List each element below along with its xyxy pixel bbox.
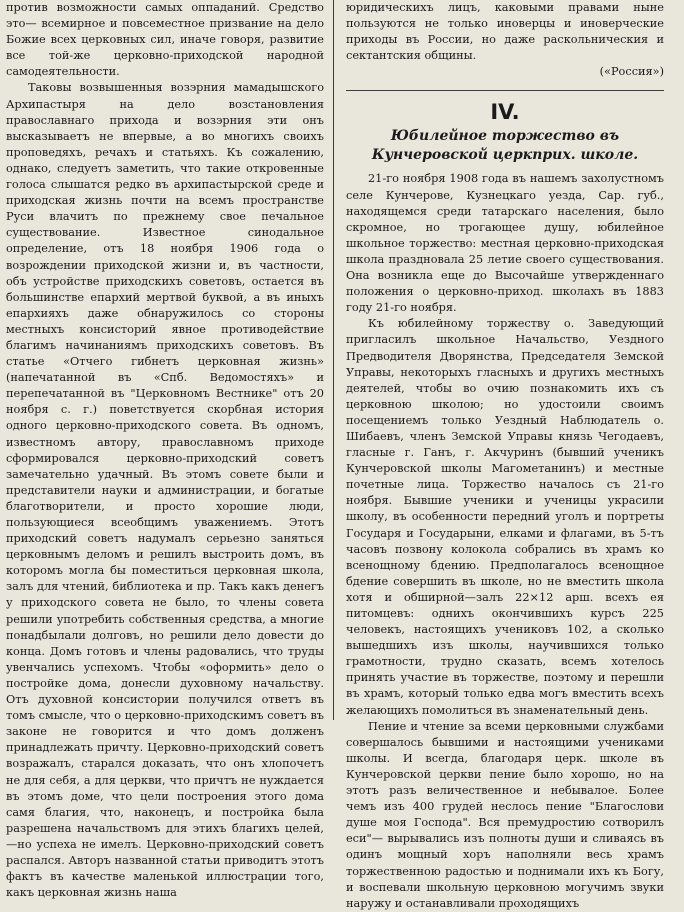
section-numeral: IV. [490, 100, 520, 125]
right-column [346, 0, 664, 910]
left-column [6, 0, 324, 900]
article-paragraph-1: 21-го ноября 1908 года въ нашемъ захолустномъ селе Кунчерове, Кузнецкаго уезда, Сар. губ., находящемся среди татарскаго населения, было скромное, но трогающее душу, юбилейное школьное торжество: местная церковно-приходская школа праздновала 25 летие своего существования. Она возникла еще до Высочайше утвержденнаго положения о церковно-приход. школахъ въ 1883 году 21-го ноября. [346, 172, 664, 315]
left-paragraph-2: Таковы возвышенныя возэрния мамадышского Архипастыря на дело возстановления православнаго прихода и возэрния эти онъ высказываетъ не впервые, а во многихъ своихъ проповедяхъ, речахъ и статьяхъ. Къ сожалению, однако, следуетъ заметить, что такие откровенные голоса слышатся редко въ архипастырской среде и приходская жизнь почти на всемъ пространстве Руси влачитъ по прежнему свое печальное существование. Известное синодальное определение, отъ 18 ноября 1906 года о возрождении приходской жизни и, въ частности, объ устройстве приходскихъ советовъ, остается въ большинстве епархий мертвой буквой, а въ иныхъ епархияхъ даже обнаружилось со стороны местныхъ консисторий явное противодействие благимъ начинаниямъ приходскихъ советовъ. Въ статье «Отчего гибнетъ церковная жизнь» (напечатанной въ «Спб. Ведомостяхъ» и перепечатанной въ "Церковномъ Вестнике" отъ 20 ноября с. г.) поветствуется скорбная история одного церковно-приходского совета. Въ одномъ, известномъ автору, православномъ приходе сформировался церковно-приходский советъ замечательно удачный. Въ этомъ совете были и представители науки и администрации, и богатые благотворители, и просто хорошие люди, пользующиеся всеобщимъ уважениемъ. Этотъ приходский советъ надумалъ серьезно заняться церковнымъ деломъ и решилъ выстроить домъ, въ которомъ могла бы поместиться церковная школа, залъ для чтений, библиотека и пр. Такъ какъ денегъ у приходского совета не было, то члены совета решили употребить собственныя средства, а многие понадбылали долговъ, но решили дело довести до конца. Домъ готовъ и члены радовались, что труды увенчались успехомъ. Чтобы «оформить» дело о постройке дома, донесли духовному начальству. Отъ духовной консистории получился ответъ въ томъ смысле, что о церковно-приходскимъ советъ въ законе не говорится и что домъ долженъ принадлежать причту. Церковно-приходский советъ возражалъ, старался доказать, что онъ хлопочетъ не для себя, а для церкви, что причтъ не нуждается въ этомъ доме, что цели построения этого дома самя благия, что, наконецъ, и постройка была разрешена начальствомъ для этихъ благихъ целей,—но успеха не имелъ. Церковно-приходский советъ распался. Авторъ названной статьи приводитъ этотъ фактъ въ качестве маленькой иллюстрации того, какъ церковная жизнь наша [6, 81, 324, 900]
article-paragraph-2: Къ юбилейному торжеству о. Заведующий пригласилъ школьное Начальство, Уездного Предводителя Дворянства, Председателя Земской Управы, некоторыхъ гласныхъ и другихъ местныхъ деятелей, чтобы во очию познакомить ихъ съ церковною школою; но удостоили своимъ посещениемъ только Уездный Наблюдатель о. Шибаевъ, членъ Земской Управы князь Чегодаевъ, гласные г. Ганъ, г. Акчуринъ (бывший ученикъ Кунчеровской школы Магометанинъ) и местные почетные лица. Торжество началось съ 21-го ноября. Бывшие ученики и ученицы украсили школу, въ особенности передний уголъ и портреты Государя и Государыни, елками и флагами, въ 5-тъ часовъ позвону колокола собрались въ храмъ ко всенощному бдению. Предполагалось всенощное бдение совершить въ школе, но не вместить школа хотя и обширной—залъ 22×12 арш. всехъ ея питомцевъ: однихъ окончившихъ курсъ 225 человекъ, настоящихъ учениковъ 102, а сколько вышедшихъ изъ школы, научившихся только грамотности, трудно сказать, всемъ хотелось принять участие въ торжестве, поэтому и перешли въ храмъ, который только едва могъ вместить всехъ желающихъ помолиться въ знаменательный день. [346, 317, 664, 717]
section-rule [346, 90, 664, 91]
article-title: Юбилейное торжество въ Кунчеровской церкприх. школе. [371, 128, 639, 164]
column-divider [333, 0, 334, 720]
source-signature: («Россия») [599, 65, 664, 79]
right-top-paragraph: юридическихъ лицъ, каковыми правами ныне пользуются не только иноверцы и иноверческие приходы въ России, но даже раскольническия и сектантския общины. [346, 1, 664, 63]
article-paragraph-3: Пение и чтение за всеми церковными службами совершалось бывшими и настоящими учениками школы. И всегда, благодаря церк. школе въ Кунчеровской церкви пение было хорошо, но на этотъ разъ величественное и небывалое. Более чемъ изъ 400 грудей неслось пение "Благослови душе моя Господа". Вся премудростию сотворилъ еси"— вырывались изъ полноты души и сливаясь въ одинъ мощный хоръ наполняли весь храмъ торжественною радостью и поднимали ихъ къ Богу, и воспевали школьную церковною могучимъ звуки наружу и останавливали проходящихъ [346, 719, 664, 910]
left-paragraph-1: против возможности самых оппаданий. Средство это— всемирное и повсеместное призвание на дело Божие всех церковных сил, иначе говоря, развитие все той-же церковно-приходской народной самодеятельности. [6, 1, 324, 79]
